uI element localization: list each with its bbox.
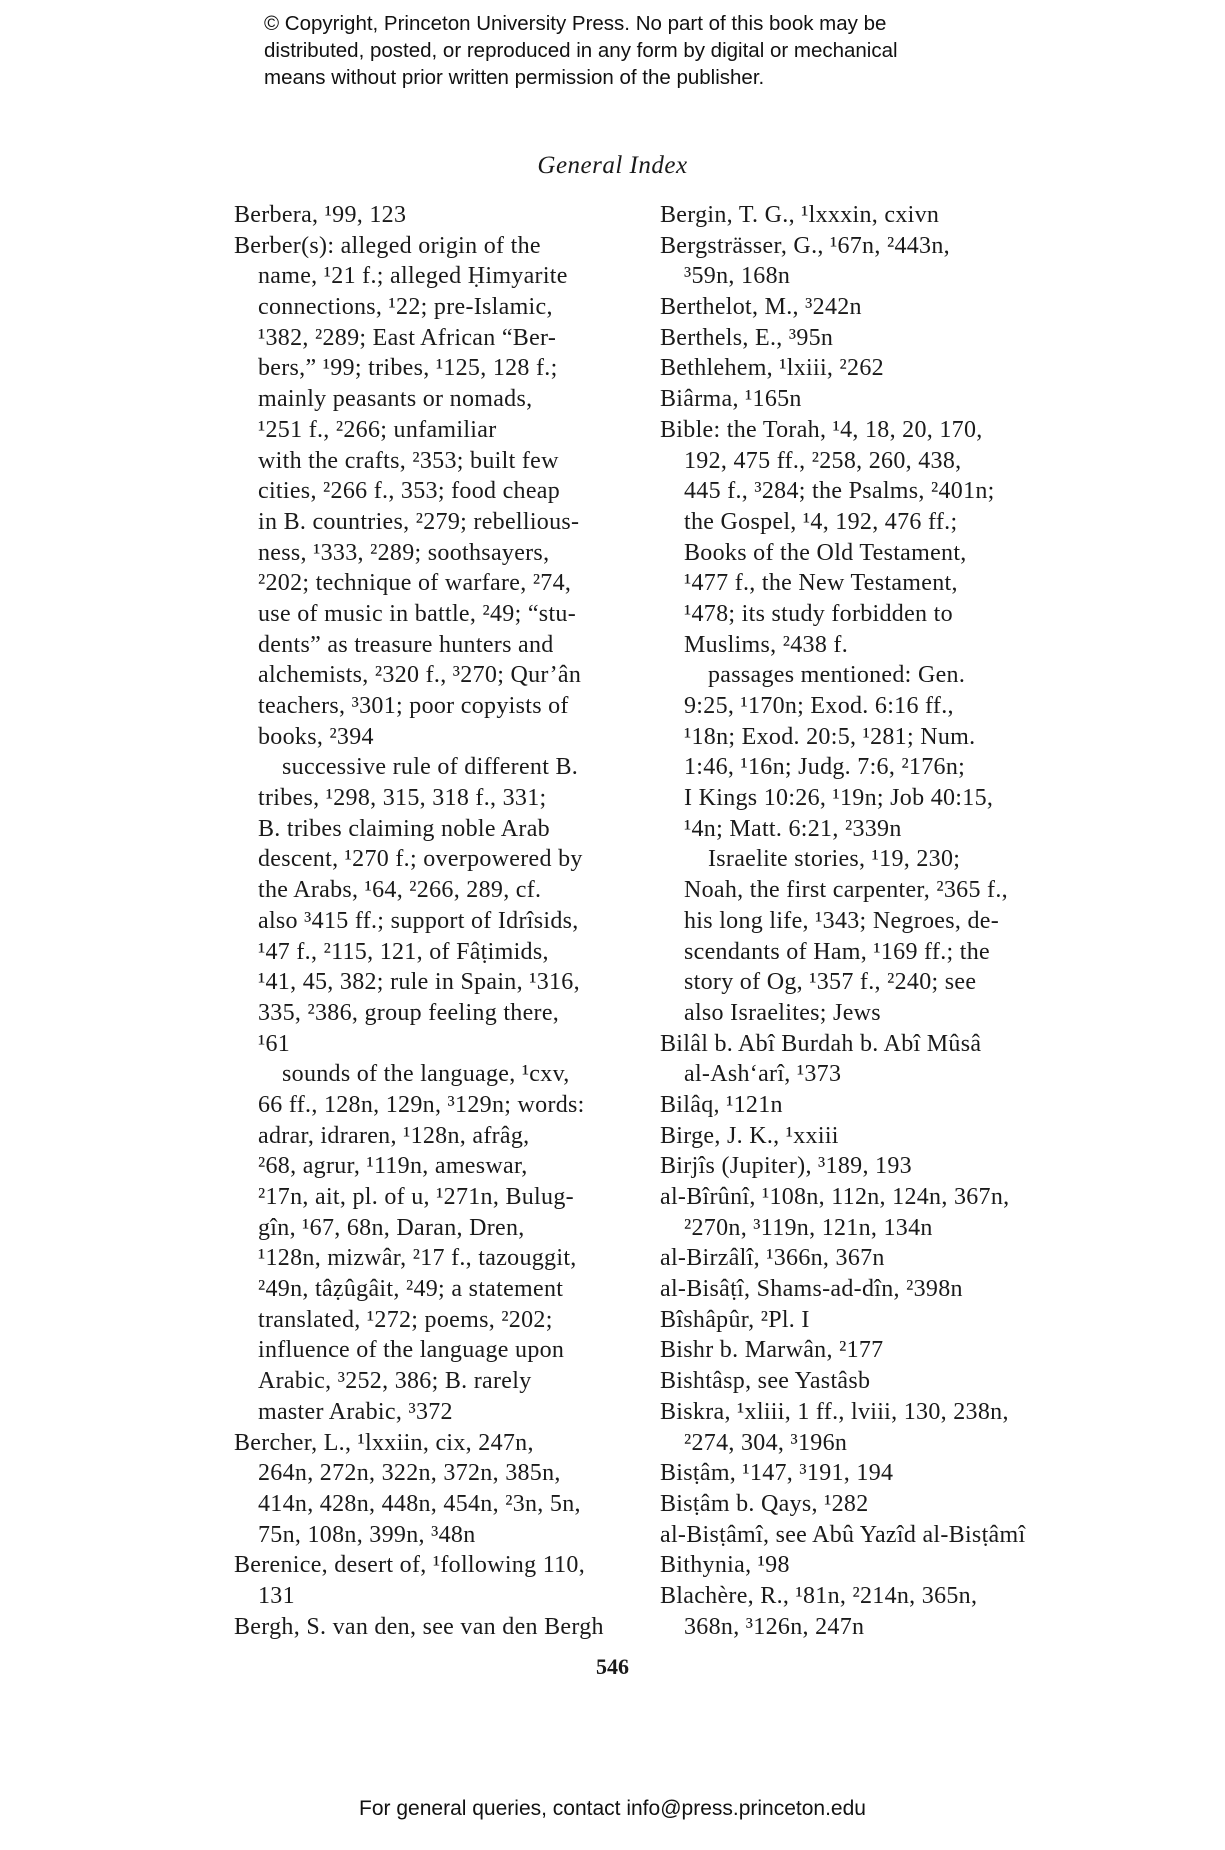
index-entry-continuation: 335, ²386, group feeling there, [258, 999, 560, 1026]
index-entry: Bergin, T. G., ¹lxxxin, cxivn [660, 202, 940, 228]
index-entry-continuation: successive rule of different B. [282, 754, 579, 781]
index-entry-continuation: ¹478; its study forbidden to [684, 600, 953, 627]
index-entry-continuation: ¹61 [258, 1030, 291, 1057]
index-entry-continuation: teachers, ³301; poor copyists of [258, 693, 569, 719]
index-entry-continuation: 192, 475 ff., ²258, 260, 438, [684, 447, 962, 474]
index-entry-continuation: in B. countries, ²279; rebellious- [258, 508, 580, 535]
index-entry-continuation: B. tribes claiming noble Arab [258, 815, 550, 842]
copyright-line: means without prior written permission of the publisher. [264, 66, 765, 89]
index-entry-continuation: ¹41, 45, 382; rule in Spain, ¹316, [258, 969, 580, 996]
index-entry-continuation: ²274, 304, ³196n [684, 1429, 848, 1456]
index-entry: Bergh, S. van den, see van den Bergh [234, 1613, 604, 1640]
index-entry-continuation: his long life, ¹343; Negroes, de- [684, 907, 1000, 934]
page-number: 546 [596, 1654, 629, 1679]
index-entry-continuation: ¹382, ²289; East African “Ber- [258, 324, 557, 351]
index-entry: Bilâl b. Abî Burdah b. Abî Mûsâ [660, 1030, 982, 1057]
index-entry-continuation: I Kings 10:26, ¹19n; Job 40:15, [684, 785, 994, 812]
index-entry-continuation: Israelite stories, ¹19, 230; [708, 846, 961, 873]
index-entry-continuation: adrar, idraren, ¹128n, afrâg, [258, 1122, 530, 1149]
index-entry: Berber(s): alleged origin of the [234, 232, 541, 259]
index-entry: Biskra, ¹xliii, 1 ff., lviii, 130, 238n, [660, 1398, 1009, 1425]
index-entry-continuation: cities, ²266 f., 353; food cheap [258, 478, 561, 505]
index-entry: Birjîs (Jupiter), ³189, 193 [660, 1153, 912, 1180]
index-entry-continuation: ¹251 f., ²266; unfamiliar [258, 416, 497, 443]
index-entry: Berthels, E., ³95n [660, 324, 834, 351]
index-entry: Bîshâpûr, ²Pl. I [660, 1306, 810, 1333]
index-entry-continuation: tribes, ¹298, 315, 318 f., 331; [258, 785, 547, 812]
index-entry-continuation: use of music in battle, ²49; “stu- [258, 600, 577, 627]
index-entry-continuation: ²202; technique of warfare, ²74, [258, 570, 572, 597]
index-entry: al-Bisâṭî, Shams-ad-dîn, ²398n [660, 1276, 963, 1303]
index-entry-continuation: ¹128n, mizwâr, ²17 f., tazouggit, [258, 1245, 577, 1272]
index-entry-continuation: gîn, ¹67, 68n, Daran, Dren, [258, 1214, 525, 1241]
index-entry-continuation: ¹18n; Exod. 20:5, ¹281; Num. [684, 723, 976, 750]
index-column-right [660, 200, 1080, 1642]
index-entry-continuation: books, ²394 [258, 723, 374, 750]
index-entry-continuation: 131 [258, 1582, 295, 1609]
index-entry: Berenice, desert of, ¹following 110, [234, 1552, 586, 1579]
index-entry-continuation: story of Og, ¹357 f., ²240; see [684, 969, 977, 996]
index-entry-continuation: the Gospel, ¹4, 192, 476 ff.; [684, 508, 958, 535]
index-entry: Bilâq, ¹121n [660, 1091, 783, 1118]
index-entry-continuation: with the crafts, ²353; built few [258, 447, 559, 474]
index-entry-continuation: descent, ¹270 f.; overpowered by [258, 846, 583, 873]
index-entry-continuation: also Israelites; Jews [684, 999, 881, 1026]
index-entry-continuation: dents” as treasure hunters and [258, 631, 554, 658]
index-entry: al-Birzâlî, ¹366n, 367n [660, 1245, 885, 1272]
index-entry-continuation: 264n, 272n, 322n, 372n, 385n, [258, 1460, 561, 1487]
index-entry: Bisṭâm, ¹147, ³191, 194 [660, 1460, 894, 1487]
index-entry-continuation: 414n, 428n, 448n, 454n, ²3n, 5n, [258, 1490, 581, 1517]
copyright-line: © Copyright, Princeton University Press. No part of this book may be [264, 12, 887, 35]
index-entry-continuation: al-Ash‘arî, ¹373 [684, 1061, 842, 1088]
index-entry-continuation: 445 f., ³284; the Psalms, ²401n; [684, 478, 995, 505]
index-entry: Berthelot, M., ³242n [660, 294, 862, 321]
index-entry-continuation: passages mentioned: Gen. [708, 662, 966, 689]
index-entry-continuation: ²17n, ait, pl. of u, ¹271n, Bulug- [258, 1184, 574, 1210]
index-entry-continuation: ²270n, ³119n, 121n, 134n [684, 1214, 933, 1241]
index-entry: Blachère, R., ¹81n, ²214n, 365n, [660, 1582, 978, 1609]
index-entry: Biârma, ¹165n [660, 386, 802, 413]
index-column-left [234, 200, 634, 1642]
footer-contact: For general queries, contact info@press.princeton.edu [359, 1797, 866, 1820]
index-entry-continuation: ness, ¹333, ²289; soothsayers, [258, 539, 550, 566]
index-entry-continuation: 368n, ³126n, 247n [684, 1613, 865, 1640]
index-entry: Bible: the Torah, ¹4, 18, 20, 170, [660, 416, 983, 443]
index-entry-continuation: scendants of Ham, ¹169 ff.; the [684, 938, 990, 965]
index-entry-continuation: also ³415 ff.; support of Idrîsids, [258, 907, 579, 934]
index-entry-continuation: Books of the Old Testament, [684, 539, 967, 566]
index-entry: Bishr b. Marwân, ²177 [660, 1337, 884, 1364]
index-entry: al-Bisṭâmî, see Abû Yazîd al-Bisṭâmî [660, 1521, 1026, 1548]
index-entry-continuation: 9:25, ¹170n; Exod. 6:16 ff., [684, 693, 954, 719]
index-entry: Bergsträsser, G., ¹67n, ²443n, [660, 232, 950, 259]
index-entry-continuation: master Arabic, ³372 [258, 1398, 453, 1425]
index-entry-continuation: Noah, the first carpenter, ²365 f., [684, 877, 1008, 904]
index-entry-continuation: sounds of the language, ¹cxv, [282, 1061, 570, 1088]
index-entry-continuation: 1:46, ¹16n; Judg. 7:6, ²176n; [684, 754, 966, 781]
index-entry: Bethlehem, ¹lxiii, ²262 [660, 355, 884, 382]
index-entry-continuation: ²68, agrur, ¹119n, ameswar, [258, 1153, 528, 1180]
copyright-notice [264, 10, 1024, 91]
index-entry-continuation: translated, ¹272; poems, ²202; [258, 1306, 553, 1333]
index-entry-continuation: ¹47 f., ²115, 121, of Fâṭimids, [258, 938, 549, 965]
index-entry-continuation: the Arabs, ¹64, ²266, 289, cf. [258, 877, 542, 904]
index-entry: Bishtâsp, see Yastâsb [660, 1368, 871, 1395]
index-entry-continuation: connections, ¹22; pre-Islamic, [258, 294, 553, 321]
index-entry-continuation: bers,” ¹99; tribes, ¹125, 128 f.; [258, 355, 558, 382]
index-entry-continuation: ³59n, 168n [684, 263, 791, 290]
copyright-line: distributed, posted, or reproduced in any form by digital or mechanical [264, 39, 898, 62]
index-entry-continuation: name, ¹21 f.; alleged Ḥimyarite [258, 263, 568, 290]
index-entry: Bisṭâm b. Qays, ¹282 [660, 1490, 869, 1517]
page-title: General Index [537, 152, 688, 179]
index-entry-continuation: alchemists, ²320 f., ³270; Qur’ân [258, 662, 582, 689]
index-entry-continuation: 75n, 108n, 399n, ³48n [258, 1521, 476, 1548]
index-entry-continuation: ¹4n; Matt. 6:21, ²339n [684, 815, 902, 842]
index-entry-continuation: influence of the language upon [258, 1337, 565, 1364]
index-entry-continuation: ¹477 f., the New Testament, [684, 570, 958, 597]
index-entry-continuation: mainly peasants or nomads, [258, 386, 533, 413]
index-entry-continuation: Muslims, ²438 f. [684, 631, 849, 658]
index-entry-continuation: 66 ff., 128n, 129n, ³129n; words: [258, 1091, 585, 1118]
index-entry: al-Bîrûnî, ¹108n, 112n, 124n, 367n, [660, 1184, 1010, 1210]
index-entry-continuation: Arabic, ³252, 386; B. rarely [258, 1368, 532, 1395]
index-entry: Bithynia, ¹98 [660, 1552, 790, 1579]
index-entry: Bercher, L., ¹lxxiin, cix, 247n, [234, 1429, 534, 1456]
index-entry-continuation: ²49n, tâẓûgâit, ²49; a statement [258, 1276, 564, 1303]
index-entry: Berbera, ¹99, 123 [234, 202, 407, 228]
index-entry: Birge, J. K., ¹xxiii [660, 1122, 839, 1149]
